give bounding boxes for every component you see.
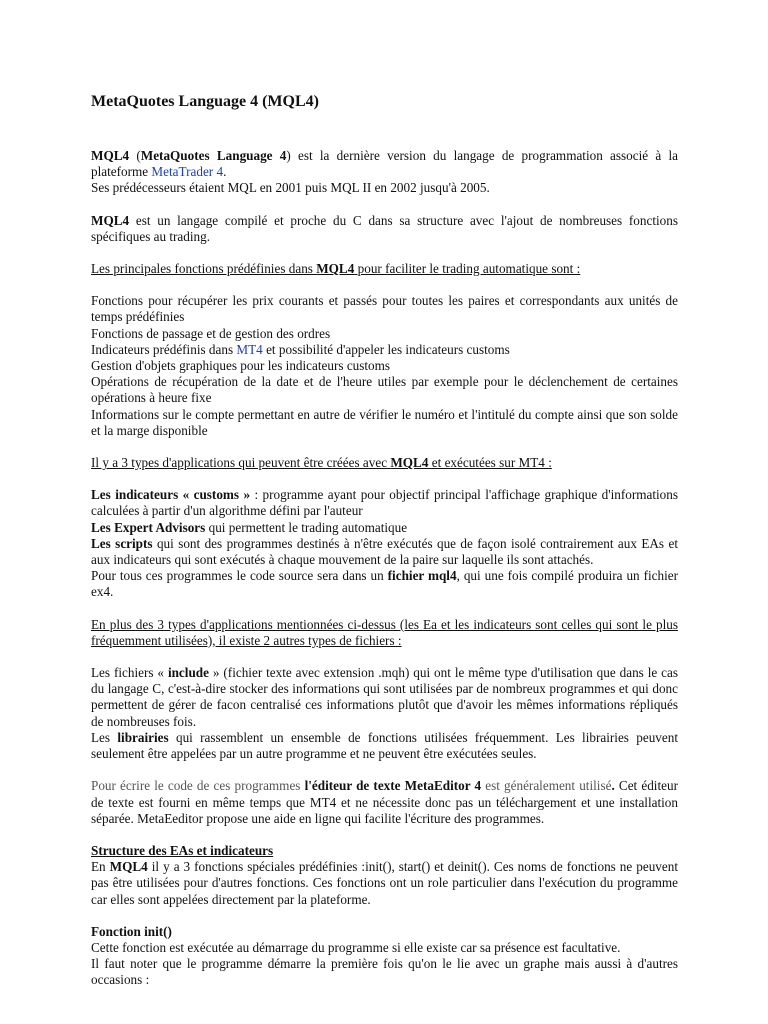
intro-line2: Ses prédécesseurs étaient MQL en 2001 puis MQL II en 2002 jusqu'à 2005. bbox=[91, 180, 490, 196]
text: qui permettent le trading automatique bbox=[205, 519, 408, 535]
types-heading bbox=[91, 455, 678, 471]
spacer bbox=[91, 827, 678, 843]
other-files-heading: En plus des 3 types d'applications mentionnées ci-dessus (les Ea et les indicateurs sont celles qui sont le plus fréquemment utilisées), il existe 2 autres types de fichiers : bbox=[91, 616, 678, 648]
text: et possibilité d'appeler les indicateurs customs bbox=[262, 341, 510, 357]
text: Les fichiers « bbox=[91, 665, 168, 681]
text: . bbox=[611, 778, 615, 794]
intro-paragraph bbox=[91, 148, 678, 180]
source-code-paragraph bbox=[91, 568, 678, 600]
text: Cet éditeur de texte est fourni en même temps que MT4 et ne nécessite donc pas un téléchargement et une installation séparée. MetaEeditor propose une aide en ligne qui facilite l'écriture des programmes. bbox=[91, 778, 678, 826]
libraries-paragraph bbox=[91, 730, 678, 762]
text: Pour écrire le code de ces programmes bbox=[91, 778, 305, 794]
init-line2: Il faut noter que le programme démarre la première fois qu'on le lie avec un graphe mais aussi à d'autres occasions : bbox=[91, 956, 678, 988]
spacer bbox=[91, 762, 678, 778]
term-mql4: MQL4 bbox=[390, 455, 429, 471]
term-mql4: MQL4 bbox=[91, 212, 130, 228]
spacer bbox=[91, 908, 678, 924]
text: est généralement utilisé bbox=[481, 778, 612, 794]
document-page bbox=[91, 92, 678, 989]
spacer bbox=[91, 245, 678, 261]
mt4-link[interactable]: MT4 bbox=[236, 341, 263, 357]
term-indicators: Les indicateurs « customs » bbox=[91, 487, 251, 503]
function-item-1: Fonctions pour récupérer les prix courants et passés pour toutes les paires et correspondants aux unités de temps prédéfinies bbox=[91, 293, 678, 325]
term-mql4: MQL4 bbox=[316, 261, 355, 277]
text: : programme ayant pour objectif principal l'affichage graphique d'informations calculées à partir d'un algorithme défini par l'auteur bbox=[91, 487, 678, 519]
text: pour faciliter le trading automatique sont : bbox=[354, 261, 581, 277]
spacer bbox=[91, 277, 678, 293]
spacer bbox=[91, 471, 678, 487]
function-item-3 bbox=[91, 342, 678, 358]
init-heading bbox=[91, 924, 678, 940]
spacer bbox=[91, 601, 678, 617]
function-item-6: Informations sur le compte permettant en autre de vérifier le numéro et l'intitulé du compte ainsi que son solde et la marge disponible bbox=[91, 406, 678, 438]
type-expert-advisors bbox=[91, 520, 678, 536]
text: En bbox=[91, 859, 110, 875]
structure-heading bbox=[91, 843, 678, 859]
text: Fonction init() bbox=[91, 923, 172, 939]
text: ( bbox=[129, 148, 141, 163]
text: Les bbox=[91, 729, 118, 745]
text: qui rassemblent un ensemble de fonctions utilisées fréquemment. Les librairies peuvent seulement être appelées par un autre programme et ne peuvent être exécutées seules. bbox=[91, 729, 678, 762]
text: , qui une fois compilé produira un fichier ex4. bbox=[91, 568, 679, 600]
text: Structure des EAs et indicateurs bbox=[91, 842, 274, 858]
text: » (fichier texte avec extension .mqh) qui ont le même type d'utilisation que dans le cas du langage C, c'est-à-dire stocker des informations qui sont utilisées par de nombreux programmes et qui donc permettent de gérer de facon centralisé ces informations plutôt que d'avoir les mêmes informations répliqués de nombreuses fois. bbox=[91, 665, 678, 729]
term-expert-advisors: Les Expert Advisors bbox=[91, 519, 206, 535]
page-title: MetaQuotes Language 4 (MQL4) bbox=[91, 93, 319, 110]
functions-heading bbox=[91, 261, 678, 277]
text: Il y a 3 types d'applications qui peuvent être créées avec bbox=[91, 455, 391, 471]
text: . bbox=[223, 164, 227, 180]
term-mql4-file: fichier mql4 bbox=[387, 568, 457, 584]
term-mql-full: MetaQuotes Language 4 bbox=[140, 148, 287, 163]
text: et exécutées sur MT4 : bbox=[428, 455, 552, 471]
metatrader-link[interactable]: MetaTrader 4 bbox=[151, 164, 224, 180]
function-item-2: Fonctions de passage et de gestion des ordres bbox=[91, 325, 331, 341]
text: Pour tous ces programmes le code source sera dans un bbox=[91, 568, 388, 584]
spacer bbox=[91, 197, 678, 213]
text: Les principales fonctions prédéfinies dans bbox=[91, 261, 317, 277]
term-scripts: Les scripts bbox=[91, 535, 153, 551]
text: est un langage compilé et proche du C dans sa structure avec l'ajout de nombreuses fonctions spécifiques au trading. bbox=[91, 212, 678, 244]
term-include: include bbox=[167, 665, 209, 681]
type-indicators bbox=[91, 487, 678, 519]
editor-paragraph bbox=[91, 778, 678, 827]
include-files-paragraph bbox=[91, 665, 678, 730]
structure-paragraph bbox=[91, 859, 678, 908]
spacer bbox=[91, 439, 678, 455]
term-mql4: MQL4 bbox=[109, 859, 148, 875]
function-item-5: Opérations de récupération de la date et de l'heure utiles par exemple pour le déclenchement de certaines opérations à heure fixe bbox=[91, 374, 678, 406]
spacer bbox=[91, 649, 678, 665]
term-mql4: MQL4 bbox=[91, 148, 130, 163]
text: ) est la dernière version du langage de programmation associé à la plateforme bbox=[91, 148, 678, 180]
type-scripts bbox=[91, 536, 678, 568]
term-metaeditor: l'éditeur de texte MetaEditor 4 bbox=[304, 778, 482, 794]
compiled-paragraph bbox=[91, 213, 678, 245]
function-item-4: Gestion d'objets graphiques pour les indicateurs customs bbox=[91, 358, 391, 374]
text: Indicateurs prédéfinis dans bbox=[91, 341, 237, 357]
text: qui sont des programmes destinés à n'être exécutés que de façon isolé contrairement aux EAs et aux indicateurs qui sont exécutés à chaque mouvement de la paire sur laquelle ils sont attachés. bbox=[91, 535, 678, 568]
term-libraries: librairies bbox=[117, 729, 169, 745]
text: il y a 3 fonctions spéciales prédéfinies :init(), start() et deinit(). Ces noms de fonctions ne peuvent pas être utilisées pour d'autres fonctions. Ces fonctions ont un role particulier dans l'exécution du programme car elles sont appelées directement par la plateforme. bbox=[91, 859, 678, 907]
init-line1: Cette fonction est exécutée au démarrage du programme si elle existe car sa présence est facultative. bbox=[91, 939, 621, 955]
